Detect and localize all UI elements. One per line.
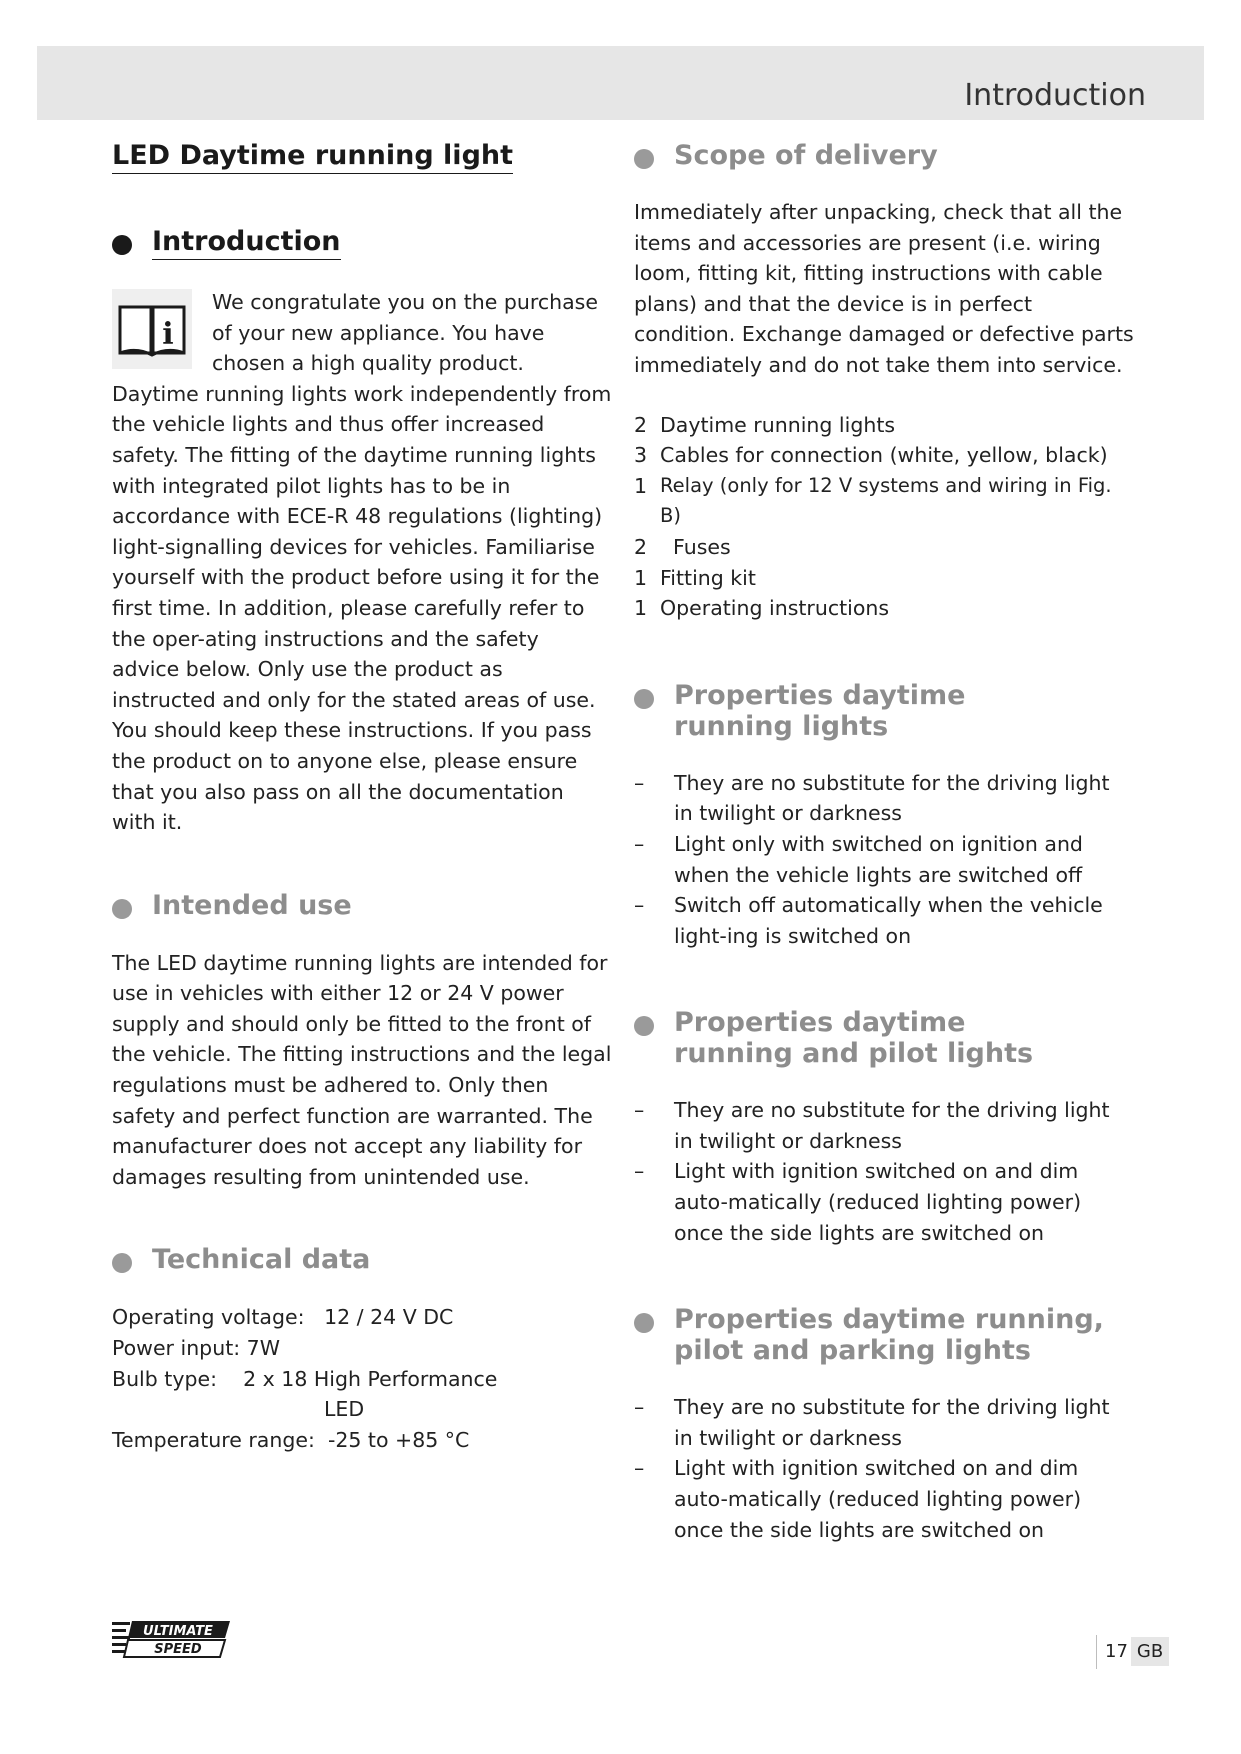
- list-item: 2 Daytime running lights: [634, 412, 896, 437]
- bullet-icon: [112, 899, 132, 919]
- list-item: 1 Relay (only for 12 V systems and wiring in Fig. B): [634, 473, 1112, 528]
- properties-drl-pilot-list: [634, 1095, 1134, 1248]
- scope-item-list: [634, 410, 1134, 624]
- list-item: – They are no substitute for the driving light in twilight or darkness: [634, 1395, 1110, 1450]
- introduction-section: [112, 287, 612, 838]
- properties-drl-list: [634, 768, 1134, 952]
- list-item: – Light with ignition switched on and dim auto-matically (reduced lighting power) once the side lights are switched on: [634, 1456, 1082, 1542]
- page-number: 17 GB: [1096, 1635, 1169, 1669]
- properties-drl-heading: Properties daytime running lights: [634, 680, 1134, 742]
- power-input-row: Power input: 7W: [112, 1336, 280, 1361]
- list-item: 1 Fitting kit: [634, 565, 756, 590]
- operating-voltage-row: Operating voltage: 12 / 24 V DC: [112, 1305, 454, 1330]
- intended-use-text: The LED daytime running lights are intended for use in vehicles with either 12 or 24 V power supply and should only be fitted to the front of the vehicle. The fitting instructions and the legal regulations must be adhered to. Only then safety and perfect function are warranted. The manufacturer does not accept any liability for damages resulting from unintended use.: [112, 950, 612, 1189]
- bullet-icon: [634, 1313, 654, 1333]
- bullet-icon: [634, 689, 654, 709]
- language-code: GB: [1131, 1637, 1169, 1666]
- bullet-icon: [634, 1016, 654, 1036]
- bulb-type-row-cont: LED: [324, 1397, 365, 1422]
- list-item: – Light with ignition switched on and dim auto-matically (reduced lighting power) once the side lights are switched on: [634, 1159, 1082, 1245]
- temperature-row: Temperature range: -25 to +85 °C: [112, 1427, 470, 1452]
- list-item: – Light only with switched on ignition and when the vehicle lights are switched off: [634, 831, 1083, 887]
- introduction-heading: Introduction: [112, 226, 612, 257]
- introduction-text: We congratulate you on the purchase of your new appliance. You have chosen a high quality product. Daytime running lights work independently from the vehicle lights and thus offer increased safety. The fitting of the daytime running lights with integrated pilot lights has to be in accordance with ECE-R 48 regulations (lighting) light-signalling devices for vehicles. Familiarise yourself with the product before using it for the first time. In addition, please carefully refer to the oper-ating instructions and the safety advice below. Only use the product as instructed and only for the stated areas of use. You should keep these instructions. If you pass the product on to anyone else, please ensure that you also pass on all the documentation with it.: [112, 290, 612, 835]
- svg-text:i: i: [162, 317, 174, 352]
- properties-drl-pilot-parking-heading: Properties daytime running, pilot and parking lights: [634, 1304, 1134, 1366]
- bulb-type-row: Bulb type: 2 x 18 High Performance: [112, 1366, 498, 1391]
- bullet-icon: [112, 1253, 132, 1273]
- left-column: [112, 140, 612, 1455]
- list-item: 3 Cables for connection (white, yellow, black): [634, 443, 1108, 468]
- ultimate-speed-logo: [112, 1620, 232, 1658]
- properties-drl-pilot-parking-list: [634, 1392, 1134, 1545]
- document-title: LED Daytime running light: [112, 140, 513, 174]
- list-item: 1 Operating instructions: [634, 596, 890, 621]
- info-book-icon: [112, 289, 192, 369]
- scope-text: Immediately after unpacking, check that all the items and accessories are present (i.e. wiring loom, fitting kit, fitting instructions with cable plans) and that the device is in perfect condition. Exchange damaged or defective parts immediately and do not take them into service.: [634, 200, 1134, 377]
- svg-text:ULTIMATE: ULTIMATE: [143, 1624, 213, 1639]
- list-item: – They are no substitute for the driving light in twilight or darkness: [634, 1098, 1110, 1153]
- technical-data-heading: Technical data: [112, 1244, 612, 1275]
- list-item: – They are no substitute for the driving light in twilight or darkness: [634, 770, 1110, 826]
- svg-text:SPEED: SPEED: [154, 1642, 202, 1657]
- technical-data-list: [112, 1302, 612, 1455]
- right-column: [634, 140, 1134, 1545]
- list-item: 2 Fuses: [634, 534, 731, 559]
- bullet-icon: [112, 235, 132, 255]
- scope-heading: Scope of delivery: [634, 140, 1134, 171]
- intended-use-heading: Intended use: [112, 890, 612, 921]
- properties-drl-pilot-heading: Properties daytime running and pilot lights: [634, 1007, 1134, 1069]
- section-title: Introduction: [964, 78, 1146, 113]
- bullet-icon: [634, 149, 654, 169]
- list-item: – Switch off automatically when the vehicle light-ing is switched on: [634, 893, 1103, 948]
